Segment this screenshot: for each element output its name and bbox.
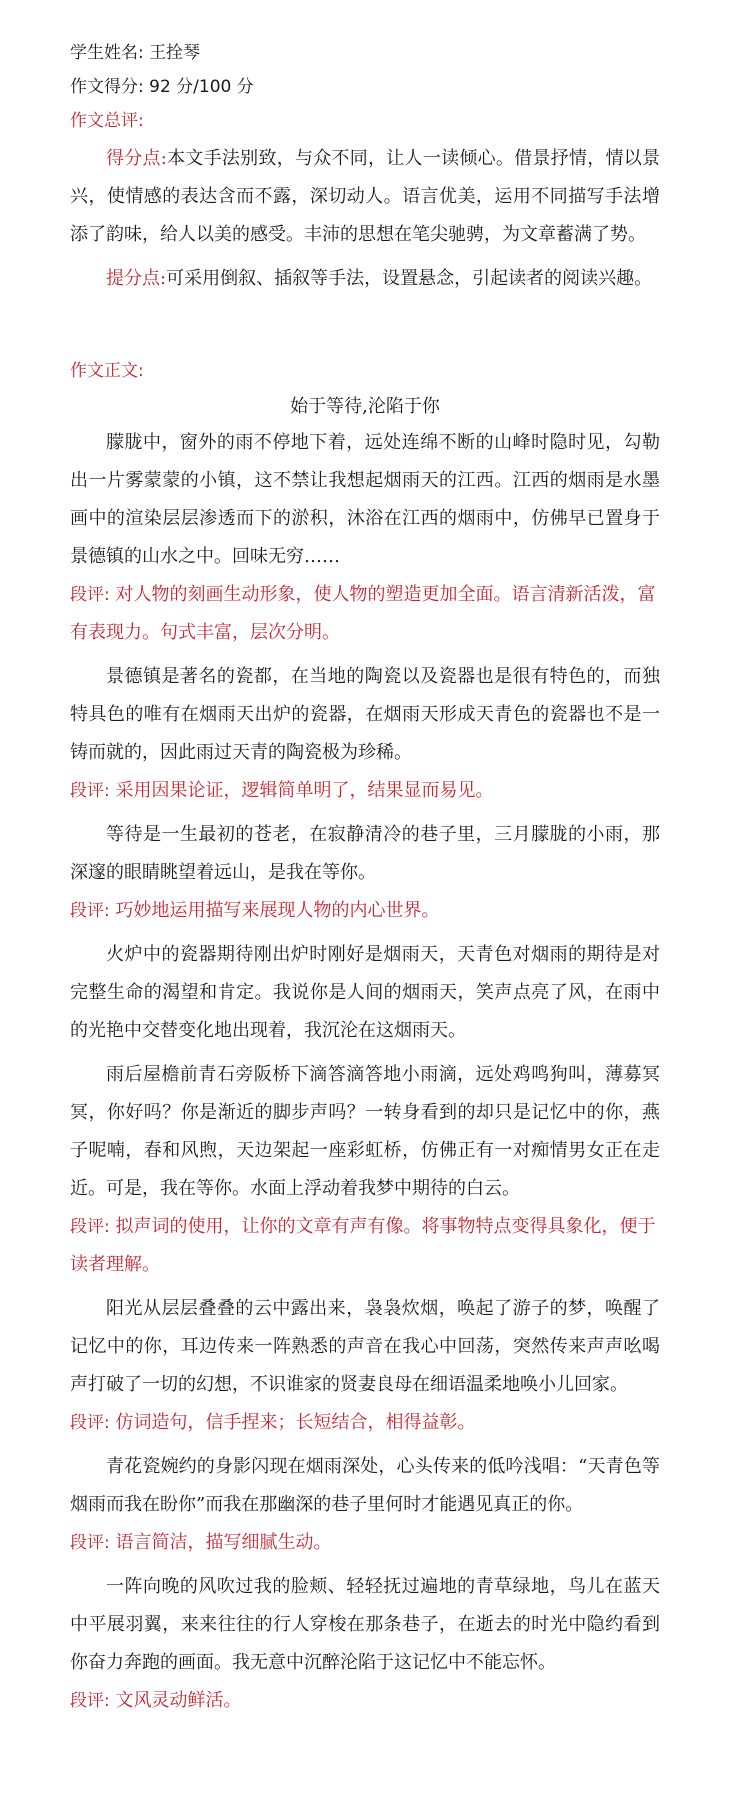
paragraph-comment	[70, 892, 660, 930]
student-name: 学生姓名: 王拴琴	[70, 43, 201, 63]
comment-tag: 段评:	[70, 781, 110, 801]
essay-heading: 作文正文:	[70, 361, 144, 381]
comment-tag: 段评:	[70, 1533, 110, 1553]
comment-text: 对人物的刻画生动形象，使人物的塑造更加全面。语言清新活泼，富有表现力。句式丰富，层次分明。	[70, 584, 656, 643]
essay-paragraph: 景德镇是著名的瓷都，在当地的陶瓷以及瓷器也是很有特色的，而独特具色的唯有在烟雨天出炉的瓷器，在烟雨天形成天青色的瓷器也不是一铸而就的，因此雨过天青的陶瓷极为珍稀。	[70, 666, 660, 763]
comment-tag: 段评:	[70, 1413, 110, 1433]
paragraph-comment	[70, 1682, 660, 1720]
strengths-text: 本文手法别致，与众不同，让人一读倾心。借景抒情，情以景兴，使情感的表达含而不露，深切动人。语言优美，运用不同描写手法增添了韵味，给人以美的感受。丰沛的思想在笔尖驰骋，为文章蓄满了势。	[70, 148, 660, 245]
paragraph-comment	[70, 576, 660, 652]
comment-tag: 段评:	[70, 1691, 110, 1711]
comment-tag: 段评:	[70, 585, 110, 605]
essay-paragraph: 阳光从层层叠叠的云中露出来，袅袅炊烟，唤起了游子的梦，唤醒了记忆中的你，耳边传来一阵熟悉的声音在我心中回荡，突然传来声声吆喝声打破了一切的幻想，不识谁家的贤妻良母在细语温柔地唤小儿回家。	[70, 1298, 660, 1395]
essay-paragraph: 火炉中的瓷器期待刚出炉时刚好是烟雨天，天青色对烟雨的期待是对完整生命的渴望和肯定。我说你是人间的烟雨天，笑声点亮了风，在雨中的光艳中交替变化地出现着，我沉沦在这烟雨天。	[70, 944, 660, 1041]
strengths-tag: 得分点:	[106, 148, 167, 169]
essay-paragraph: 青花瓷婉约的身影闪现在烟雨深处，心头传来的低吟浅唱：“天青色等烟雨而我在盼你”而我在那幽深的巷子里何时才能遇见真正的你。	[70, 1456, 660, 1515]
essay-paragraph: 一阵向晚的风吹过我的脸颊、轻轻抚过遍地的青草绿地，鸟儿在蓝天中平展羽翼，来来往往的行人穿梭在那条巷子，在逝去的时光中隐约看到你奋力奔跑的画面。我无意中沉醉沦陷于这记忆中不能忘怀。	[70, 1576, 660, 1673]
comment-text: 仿词造句，信手捏来；长短结合，相得益彰。	[115, 1412, 476, 1433]
paragraph-comment	[70, 1524, 660, 1562]
essay-title: 始于等待,沦陷于你	[290, 396, 440, 417]
essay-body	[70, 424, 660, 1726]
comment-text: 拟声词的使用，让你的文章有声有像。将事物特点变得具象化，便于读者理解。	[70, 1216, 656, 1275]
essay-paragraph: 朦胧中，窗外的雨不停地下着，远处连绵不断的山峰时隐时见，勾勒出一片雾蒙蒙的小镇，这不禁让我想起烟雨天的江西。江西的烟雨是水墨画中的渲染层层渗透而下的淤积，沐浴在江西的烟雨中，仿佛早已置身于景德镇的山水之中。回味无穷……	[70, 432, 660, 567]
essay-paragraph: 等待是一生最初的苍老，在寂静清冷的巷子里，三月朦胧的小雨，那深邃的眼睛眺望着远山，是我在等你。	[70, 824, 660, 883]
paragraph-comment	[70, 1208, 660, 1284]
comment-text: 巧妙地运用描写来展现人物的内心世界。	[115, 900, 440, 921]
essay-score: 作文得分: 92 分/100 分	[70, 77, 254, 97]
review-strengths	[70, 140, 660, 254]
comment-text: 文风灵动鲜活。	[115, 1690, 242, 1711]
comment-tag: 段评:	[70, 901, 110, 921]
comment-text: 采用因果论证，逻辑简单明了，结果显而易见。	[115, 780, 494, 801]
review-heading: 作文总评:	[70, 111, 144, 131]
review-improve	[70, 260, 660, 298]
improve-tag: 提分点:	[106, 268, 167, 289]
paragraph-comment	[70, 772, 660, 810]
comment-text: 语言简洁，描写细腻生动。	[115, 1532, 332, 1553]
comment-tag: 段评:	[70, 1217, 110, 1237]
essay-paragraph: 雨后屋檐前青石旁阪桥下滴答滴答地小雨滴，远处鸡鸣狗叫，薄募冥冥，你好吗？你是渐近的脚步声吗？一转身看到的却只是记忆中的你，燕子呢喃，春和风煦，天边架起一座彩虹桥，仿佛正有一对痴情男女正在走近。可是，我在等你。水面上浮动着我梦中期待的白云。	[70, 1064, 660, 1199]
improve-text: 可采用倒叙、插叙等手法，设置悬念，引起读者的阅读兴趣。	[166, 268, 653, 289]
paragraph-comment	[70, 1404, 660, 1442]
